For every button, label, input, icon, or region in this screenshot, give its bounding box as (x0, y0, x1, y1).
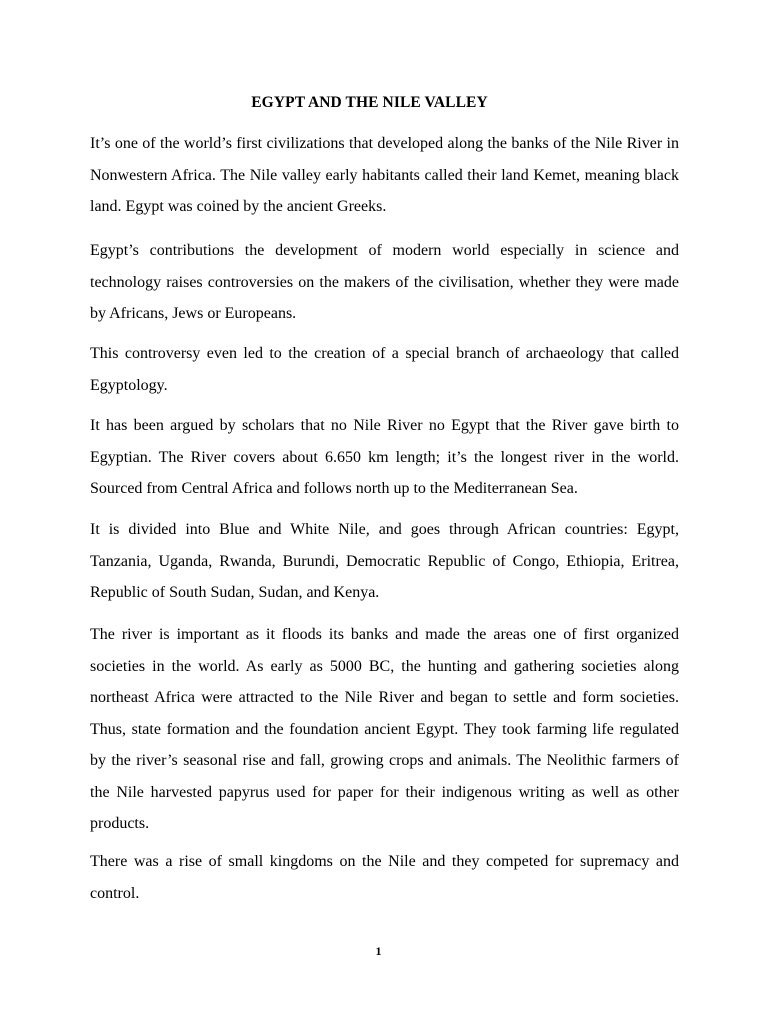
document-page (90, 0, 679, 1024)
paragraph-6: The river is important as it floods its banks and made the areas one of first organized societies in the world. As early as 5000 BC, the hunting and gathering societies along northeast Africa were attracted to the Nile River and began to settle and form societies. Thus, state formation and the foundation ancient Egypt. They took farming life regulated by the river’s seasonal rise and fall, growing crops and animals. The Neolithic farmers of the Nile harvested papyrus used for paper for their indigenous writing as well as other products. (90, 626, 679, 832)
paragraph-3: This controversy even led to the creation of a special branch of archaeology that called Egyptology. (90, 345, 679, 394)
paragraph-5: It is divided into Blue and White Nile, and goes through African countries: Egypt, Tanzania, Uganda, Rwanda, Burundi, Democratic Republic of Congo, Ethiopia, Eritrea, Republic of South Sudan, Sudan, and Kenya. (90, 521, 679, 601)
paragraph-7: There was a rise of small kingdoms on the Nile and they competed for supremacy and control. (90, 853, 679, 902)
paragraph-1: It’s one of the world’s first civilizations that developed along the banks of the Nile River in Nonwestern Africa. The Nile valley early habitants called their land Kemet, meaning black land. Egypt was coined by the ancient Greeks. (90, 135, 679, 215)
document-title: EGYPT AND THE NILE VALLEY (251, 94, 488, 111)
page-number: 1 (375, 944, 382, 958)
paragraph-2: Egypt’s contributions the development of modern world especially in science and technology raises controversies on the makers of the civilisation, whether they were made by Africans, Jews or Europeans. (90, 242, 679, 322)
paragraph-4: It has been argued by scholars that no Nile River no Egypt that the River gave birth to Egyptian. The River covers about 6.650 km length; it’s the longest river in the world. Sourced from Central Africa and follows north up to the Mediterranean Sea. (90, 417, 679, 497)
